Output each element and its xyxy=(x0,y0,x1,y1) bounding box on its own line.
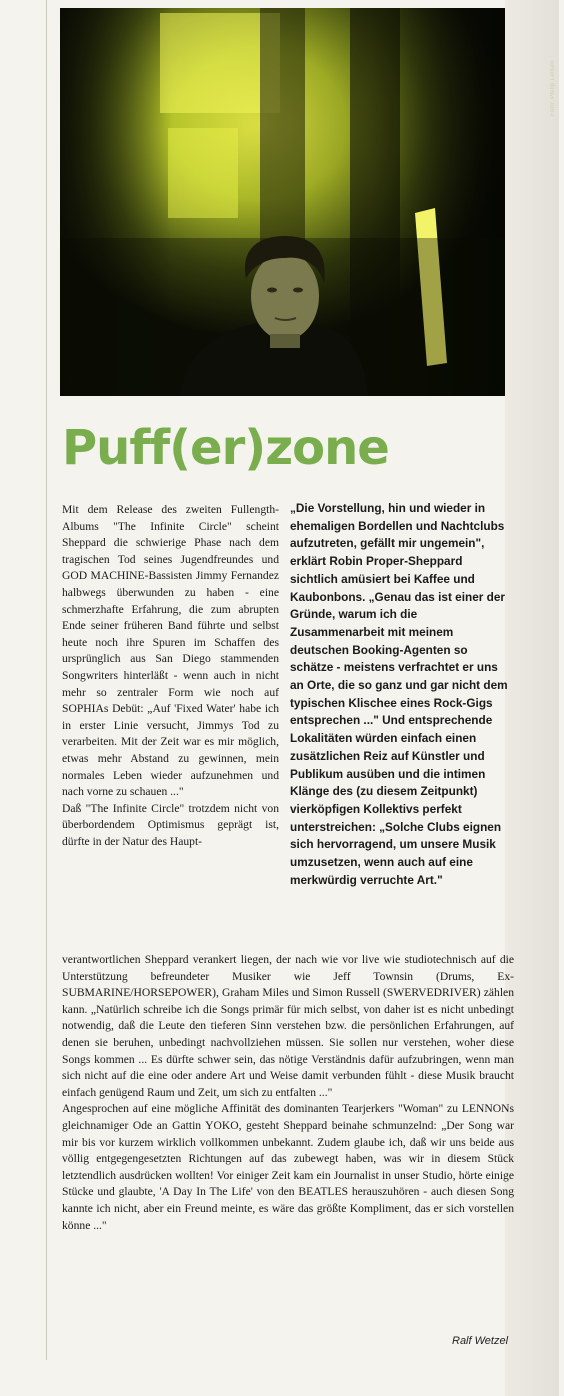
wide-paragraph-1: verantwortlichen Sheppard verankert liegen, der nach wie vor live wie studiotechnisch auf die Unterstützung befreundeter Musiker wie Jeff Townsin (Drums, Ex-SUBMARINE/HORSEPOWER), Graham Miles und Simon Russell (SWERVEDRIVER) zählen kann. „Natürlich schreibe ich die Songs primär für mich selbst, von daher ist es nicht unbedingt notwendig, daß die Leute den tieferen Sinn verstehen bzw. die persönlichen Erfahrungen, auf denen sie beruhen, unbedingt nachvollziehen müssen. Sie sollen nur verstehen, woher diese Songs kommen ... Es dürfte schwer sein, das nötige Verständnis dafür aufzubringen, wenn man sich nicht auf die eine oder andere Art und Weise damit verbunden fühlt - diese Musik braucht einfach genügend Raum und Zeit, um sich zu entfalten ..." xyxy=(62,953,514,1099)
column-right-pullquote xyxy=(290,500,508,889)
left-paragraph-1: Mit dem Release des zweiten Fullength-Albums "The Infinite Circle" scheint Sheppard die schwierige Phase nach dem tragischen Tod seines Jugendfreundes und GOD MACHINE-Bassisten Jimmy Fernandez halbwegs überwunden zu haben - eine schmerzhafte Erfahrung, die zum abrupten Ende seiner früheren Band führte und selbst heute noch ihre Spuren im Schaffen des ursprünglich aus San Diego stammenden Songwriters hinterläßt - wenn auch in nicht mehr so zentraler Form wie noch auf SOPHIAs Debüt: „Auf 'Fixed Water' habe ich in erster Linie versucht, Jimmys Tod zu verarbeiten. Mit der Zeit war es mir möglich, etwas mehr Abstand zu gewinnen, mein normales Leben wieder aufzunehmen und nach vorne zu schauen ..." xyxy=(62,503,279,799)
right-paragraph-1: „Die Vorstellung, hin und wieder in ehemaligen Bordellen und Nachtclubs aufzutreten, gefällt mir ungemein", erklärt Robin Proper-Sheppard sichtlich amüsiert bei Kaffee und Kaubonbons. „Genau das ist einer der Gründe, warum ich die Zusammenarbeit mit meinem deutschen Booking-Agenten so schätze - meistens verfrachtet er uns an Orte, die so ganz und gar nicht dem typischen Klischee eines Rock-Gigs entsprechen ..." Und entsprechende Lokalitäten würden einfach einen zusätzlichen Reiz auf Künstler und Publikum ausüben und die intimen Klänge des (zu diesem Zeitpunkt) vierköpfigen Kollektivs perfekt unterstreichen: „Solche Clubs eignen sich hervorragend, um unsere Musik umzusetzen, wenn auch auf eine merkwürdig verruchte Art." xyxy=(290,501,508,887)
article-headline: Puff(er)zone xyxy=(62,420,389,476)
wide-paragraph-2: Angesprochen auf eine mögliche Affinität des dominanten Tearjerkers "Woman" zu LENNONs gleichnamiger Ode an Gattin YOKO, gesteht Sheppard beinahe schmunzelnd: „Der Song war mir bis vor kurzem wirklich vollkommen unbekannt. Zudem glaube ich, daß wir uns beide aus völlig entgegengesetzten Richtungen auf das zubewegt haben, was wir in diesem Stück letztendlich ausdrücken wollten! Vor einiger Zeit kam ein Journalist in unser Studio, hörte einige Stücke und glaubte, 'A Day In The Life' von den BEATLES herauszuhören - auch diesen Song kannte ich nicht, aber ein Freund meinte, es wäre das größte Kompliment, das er sich vorstellen könne ..." xyxy=(62,1102,514,1232)
author-byline: Ralf Wetzel xyxy=(452,1335,509,1347)
column-left xyxy=(62,502,279,850)
wide-column xyxy=(62,952,514,1234)
left-paragraph-2: Daß "The Infinite Circle" trotzdem nicht von überbordendem Optimismus geprägt ist, dürfte in der Natur des Haupt- xyxy=(62,801,279,848)
photo-illustration xyxy=(60,8,505,396)
photo-credit: Foto: Philip Leißen xyxy=(550,60,556,116)
portrait-photo xyxy=(60,8,556,396)
page-left-rule xyxy=(46,0,47,1360)
